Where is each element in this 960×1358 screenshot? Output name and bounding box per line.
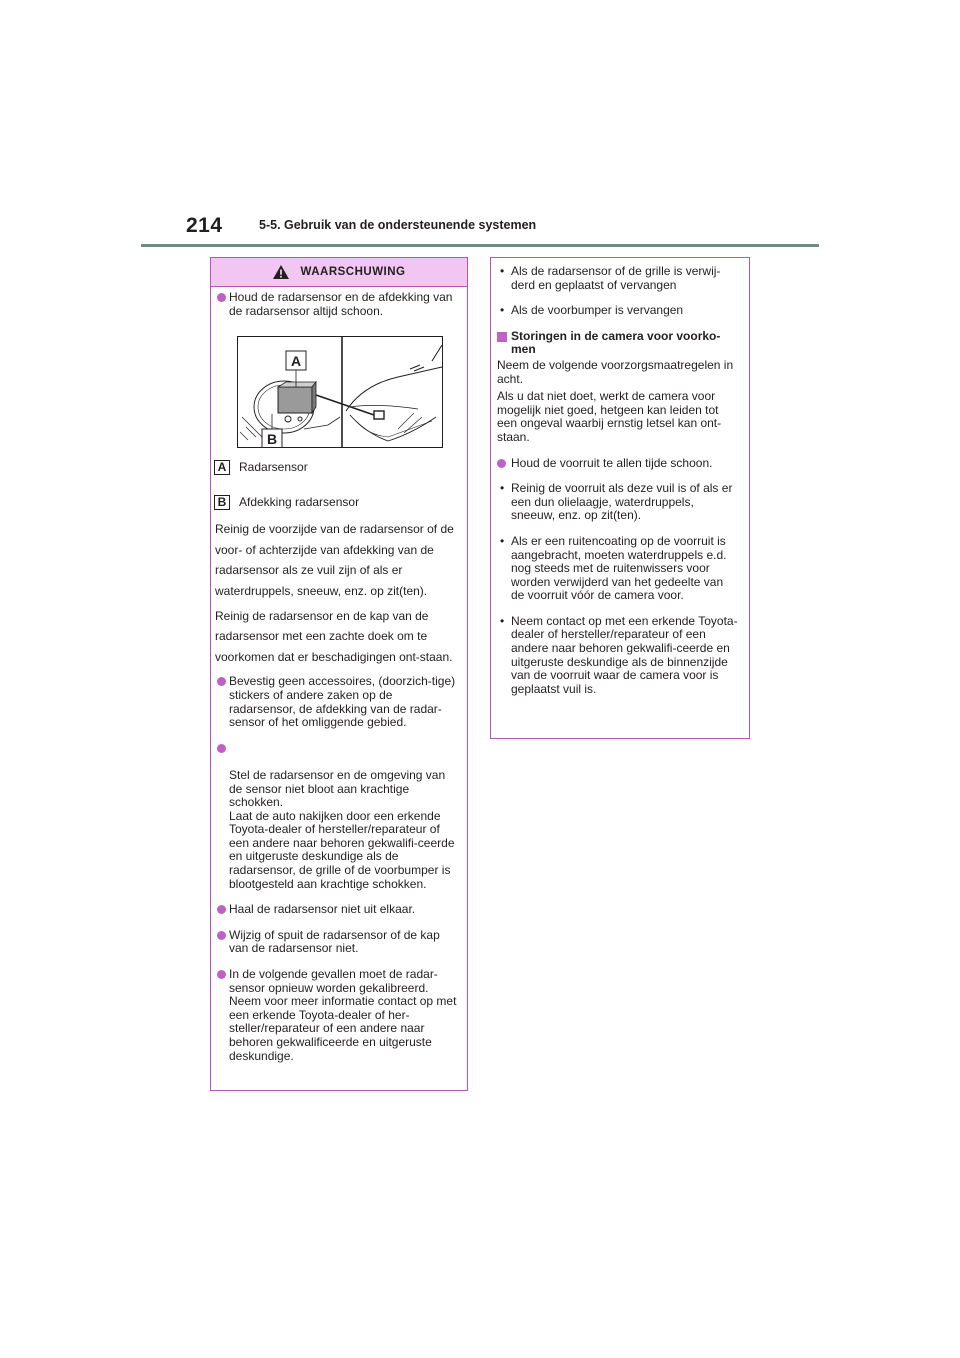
legend-letter-a: A	[214, 460, 230, 475]
consequence-paragraph: Als u dat niet doet, werkt de camera voor mogelijk niet goed, hetgeen kan leiden tot een ongeval waarbij ernstig letsel kan ont-staan.	[497, 389, 722, 444]
camera-section-heading: Storingen in de camera voor voorko-men	[497, 330, 739, 357]
figure-label-a: A	[290, 353, 302, 370]
legend-letter-b: B	[214, 495, 230, 510]
car-front-illustration	[238, 337, 442, 447]
bullet-dot-icon	[217, 677, 226, 686]
legend-text: Radarsensor	[239, 459, 308, 474]
precaution-paragraph: Neem de volgende voorzorgsmaatregelen in acht.	[497, 357, 734, 386]
bullet-dot-icon	[217, 744, 226, 753]
legend-item-afdekking	[219, 495, 457, 510]
bullet-mark: •	[500, 481, 505, 496]
list-item: • Als er een ruitencoating op de voorruit is aangebracht, moeten waterdruppels e.d. nog steeds met de ruitenwissers voor worden verwijderd van het gedeelte van de voorruit vóór de camera voor.	[500, 533, 727, 603]
list-item: Wijzig of spuit de radarsensor of de kap van de radarsensor niet.	[219, 929, 457, 956]
bullet-dot-icon	[217, 931, 226, 940]
list-item: • Neem contact op met een erkende Toyota-dealer of hersteller/reparateur of een andere naar behoren gekwalifi-ceerde en uitgeruste deskundige als de binnenzijde van de voorruit waar de camera voor is geplaatst vuil is.	[500, 613, 738, 696]
list-item: • Als de radarsensor of de grille is verwij-derd en geplaatst of vervangen	[500, 264, 721, 292]
bullet-dot-icon	[497, 459, 506, 468]
header-rule	[141, 244, 819, 247]
page-number: 214	[186, 214, 223, 237]
warning-title: WAARSCHUWING	[300, 266, 406, 278]
bullet-mark: •	[500, 264, 505, 278]
bullet-mark: •	[500, 613, 505, 628]
warning-list	[219, 675, 457, 1063]
warning-box	[210, 257, 468, 1091]
warning-triangle-icon	[272, 264, 290, 280]
continued-warning-box	[490, 257, 750, 739]
list-item: Haal de radarsensor niet uit elkaar.	[219, 903, 457, 917]
bullet-mark: •	[500, 303, 505, 318]
list-item: Bevestig geen accessoires, (doorzich-tige) stickers of andere zaken op de radarsensor, de afdekking van de radar-sensor of het omliggende gebied.	[219, 675, 457, 729]
figure-label-b: B	[266, 431, 278, 448]
bullet-mark: •	[500, 533, 505, 548]
warning-intro: Houd de radarsensor en de afdekking van de radarsensor altijd schoon.	[219, 291, 457, 318]
warning-header	[211, 258, 467, 287]
list-item: • Als de voorbumper is vervangen	[500, 303, 684, 318]
list-item: • Reinig de voorruit als deze vuil is of als er een dun olielaagje, waterdruppels, sneeuw, enz. op zit(ten).	[500, 481, 733, 523]
list-item: Houd de voorruit te allen tijde schoon.	[497, 457, 739, 471]
section-title: 5-5. Gebruik van de ondersteunende systemen	[259, 218, 537, 232]
cleaning-paragraph: Reinig de voorzijde van de radarsensor of de voor- of achterzijde van afdekking van de radarsensor als ze vuil zijn of als er waterdruppels, sneeuw, enz. op zit(ten).	[215, 522, 454, 598]
bullet-dot-icon	[217, 293, 226, 302]
list-item: Stel de radarsensor en de omgeving van de sensor niet bloot aan krachtige schokken. Laat de auto nakijken door een erkende Toyota-dealer of hersteller/reparateur of een andere naar behoren gekwalifi-ceerde en uitgeruste deskundige als de radarsensor, de grille of de voorbumper is blootgesteld aan krachtige schokken.	[219, 742, 457, 892]
bullet-dot-icon	[217, 905, 226, 914]
list-item: In de volgende gevallen moet de radar-sensor opnieuw worden gekalibreerd. Neem voor meer informatie contact op met een erkende Toyota-dealer of her-steller/reparateur of een andere naar behoren gekwalificeerde en uitgeruste deskundige.	[219, 968, 457, 1063]
bullet-dot-icon	[217, 970, 226, 979]
radar-sensor-illustration	[237, 336, 443, 448]
legend-text: Afdekking radarsensor	[239, 494, 360, 509]
legend-item-radarsensor	[219, 460, 457, 475]
square-bullet-icon	[497, 332, 507, 342]
cleaning-cloth-paragraph: Reinig de radarsensor en de kap van de radarsensor met een zachte doek om te voorkomen dat er beschadigingen ont-staan.	[215, 608, 453, 664]
